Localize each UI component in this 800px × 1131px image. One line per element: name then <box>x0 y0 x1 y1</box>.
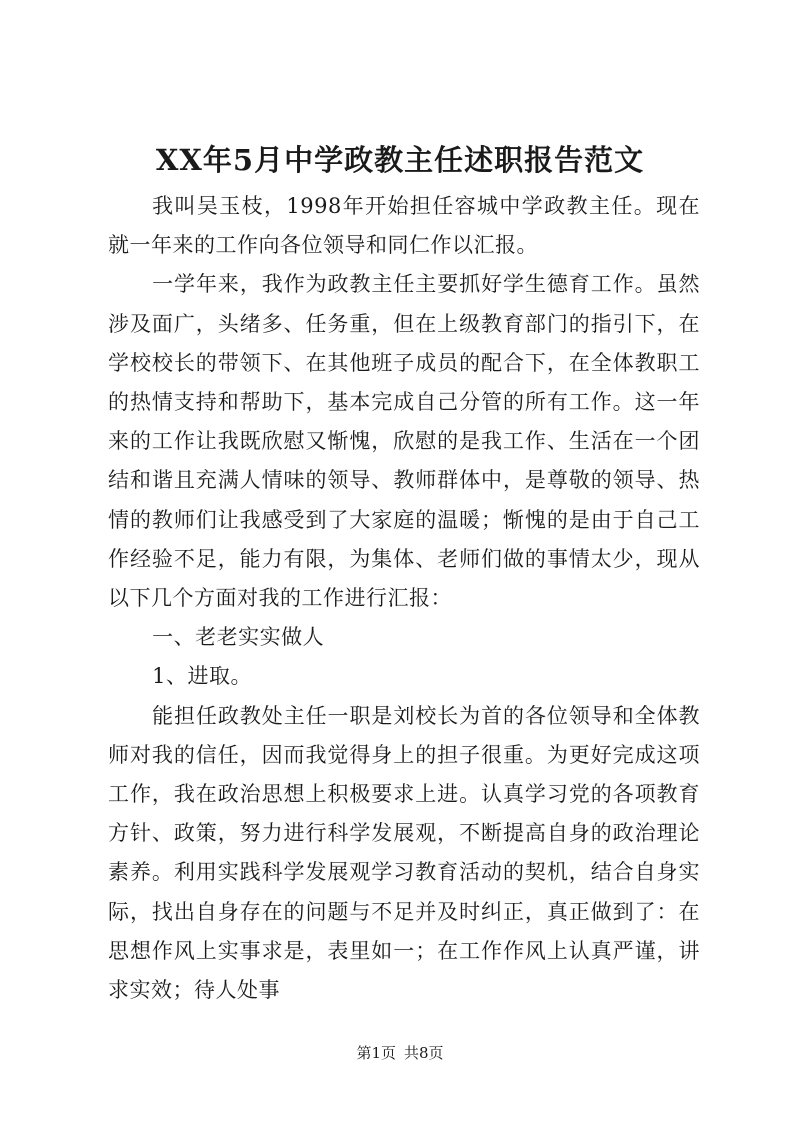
paragraph-intro: 我叫吴玉枝，1998年开始担任容城中学政教主任。现在就一年来的工作向各位领导和同仁作以汇报。 <box>108 194 700 258</box>
paragraph-overview: 一学年来，我作为政教主任主要抓好学生德育工作。虽然涉及面广，头绪多、任务重，但在上级教育部门的指引下，在学校校长的带领下、在其他班子成员的配合下，在全体教职工的热情支持和帮助下，基本完成自己分管的所有工作。这一年来的工作让我既欣慰又惭愧，欣慰的是我工作、生活在一个团结和谐且充满人情味的领导、教师群体中，是尊敬的领导、热情的教师们让我感受到了大家庭的温暖；惭愧的是由于自己工作经验不足，能力有限，为集体、老师们做的事情太少，现从以下几个方面对我的工作进行汇报： <box>108 272 700 611</box>
page-number: 第1页 <box>356 1044 396 1062</box>
document-title: XX年5月中学政教主任述职报告范文 <box>155 143 645 177</box>
page-footer <box>0 1043 800 1063</box>
subsection-heading: 1、进取。 <box>152 664 252 689</box>
section-heading: 一、老老实实做人 <box>152 625 325 650</box>
paragraph-progress: 能担任政教处主任一职是刘校长为首的各位领导和全体教师对我的信任，因而我觉得身上的担子很重。为更好完成这项工作，我在政治思想上积极要求上进。认真学习党的各项教育方针、政策，努力进行科学发展观，不断提高自身的政治理论素养。利用实践科学发展观学习教育活动的契机，结合自身实际，找出自身存在的问题与不足并及时纠正，真正做到了：在思想作风上实事求是，表里如一；在工作作风上认真严谨，讲求实效；待人处事 <box>108 703 700 1003</box>
document-body <box>108 187 700 1010</box>
page-total: 共8页 <box>404 1044 444 1062</box>
